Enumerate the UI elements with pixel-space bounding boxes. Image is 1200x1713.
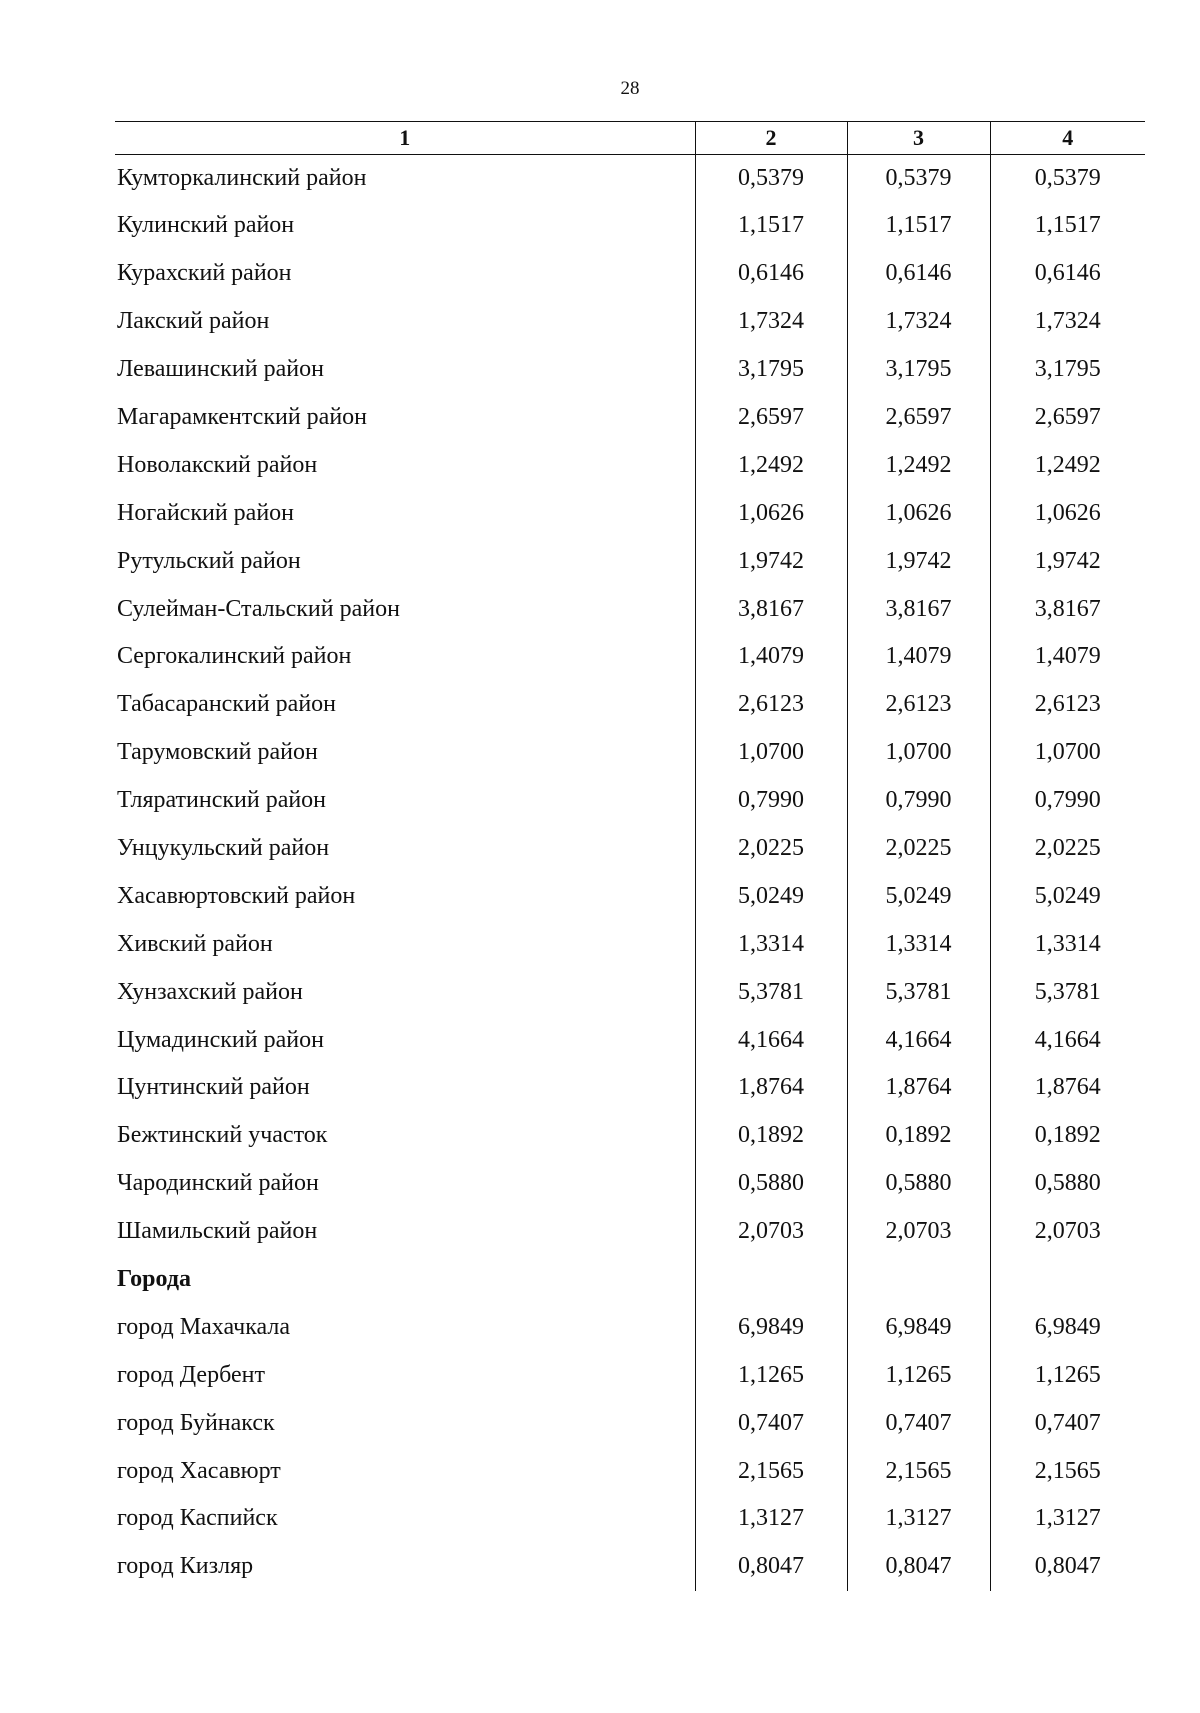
district-name: Табасаранский район	[115, 681, 695, 729]
value-col-4: 0,8047	[1034, 1553, 1101, 1580]
value-col-4: 0,5379	[1034, 165, 1101, 191]
district-name: Сергокалинский район	[115, 633, 695, 681]
value-col-4: 1,7324	[1034, 308, 1101, 335]
table-row	[115, 825, 1145, 873]
value-col-3: 1,7324	[847, 298, 990, 346]
header-col-3: 3	[847, 122, 990, 155]
value-col-2: 0,7407	[695, 1399, 847, 1447]
value-col-3: 0,6146	[847, 250, 990, 298]
coefficient-table-container	[115, 121, 1145, 1591]
value-col-3: 0,1892	[847, 1112, 990, 1160]
district-name: Хунзахский район	[115, 968, 695, 1016]
header-row	[115, 122, 1145, 155]
value-col-2: 1,0626	[695, 489, 847, 537]
section-row	[115, 1256, 1145, 1304]
value-col-3: 1,0626	[847, 489, 990, 537]
district-name: Унцукульский район	[115, 825, 695, 873]
value-col-2: 1,2492	[695, 441, 847, 489]
table-row	[115, 1495, 1145, 1543]
table-row	[115, 920, 1145, 968]
header-col-1: 1	[115, 122, 695, 155]
table-body	[115, 155, 1145, 1591]
table-row	[115, 1303, 1145, 1351]
value-col-3: 1,2492	[847, 441, 990, 489]
value-col-2: 0,5379	[695, 155, 847, 203]
value-col-2	[695, 1256, 847, 1304]
value-col-2: 0,8047	[695, 1543, 847, 1591]
table-row	[115, 1399, 1145, 1447]
value-col-3	[847, 1256, 990, 1304]
value-col-2: 5,0249	[695, 872, 847, 920]
value-col-3: 0,5880	[847, 1160, 990, 1208]
value-col-4: 1,3314	[1034, 930, 1101, 957]
table-row	[115, 298, 1145, 346]
district-name: Курахский район	[115, 250, 695, 298]
value-col-2: 1,3127	[695, 1495, 847, 1543]
value-col-3: 2,6123	[847, 681, 990, 729]
table-row	[115, 968, 1145, 1016]
table-row	[115, 777, 1145, 825]
table-row	[115, 1208, 1145, 1256]
district-name: Лакский район	[115, 298, 695, 346]
district-name: Кулинский район	[115, 202, 695, 250]
header-col-4: 4	[990, 122, 1145, 155]
value-col-3: 6,9849	[847, 1303, 990, 1351]
district-name: Левашинский район	[115, 346, 695, 394]
district-name: Сулейман-Стальский район	[115, 585, 695, 633]
value-col-3: 5,3781	[847, 968, 990, 1016]
district-name: город Кизляр	[115, 1543, 695, 1591]
value-col-3: 0,8047	[847, 1543, 990, 1591]
district-name: город Хасавюрт	[115, 1447, 695, 1495]
table-row	[115, 250, 1145, 298]
value-col-2: 3,8167	[695, 585, 847, 633]
table-row	[115, 1160, 1145, 1208]
value-col-4: 2,1565	[1034, 1457, 1101, 1484]
value-col-4: 1,3127	[1034, 1505, 1101, 1532]
district-name: город Махачкала	[115, 1303, 695, 1351]
table-row	[115, 202, 1145, 250]
value-col-2: 1,4079	[695, 633, 847, 681]
value-col-4: 0,5880	[1034, 1170, 1101, 1197]
value-col-4: 2,6123	[1034, 691, 1101, 718]
table-row	[115, 394, 1145, 442]
value-col-3: 1,0700	[847, 729, 990, 777]
value-col-2: 2,6597	[695, 394, 847, 442]
table-row	[115, 441, 1145, 489]
value-col-2: 2,1565	[695, 1447, 847, 1495]
value-col-2: 1,3314	[695, 920, 847, 968]
district-name: Магарамкентский район	[115, 394, 695, 442]
table-row	[115, 872, 1145, 920]
value-col-2: 2,0225	[695, 825, 847, 873]
district-name: Шамильский район	[115, 1208, 695, 1256]
value-col-2: 5,3781	[695, 968, 847, 1016]
value-col-2: 0,5880	[695, 1160, 847, 1208]
section-title: Города	[115, 1256, 695, 1304]
value-col-2: 2,6123	[695, 681, 847, 729]
district-name: Чародинский район	[115, 1160, 695, 1208]
coefficient-table	[115, 121, 1145, 1591]
value-col-3: 2,6597	[847, 394, 990, 442]
value-col-4: 5,0249	[1034, 882, 1101, 909]
header-col-2: 2	[695, 122, 847, 155]
table-header	[115, 122, 1145, 155]
value-col-3: 4,1664	[847, 1016, 990, 1064]
value-col-4: 2,0225	[1034, 835, 1101, 862]
table-row	[115, 346, 1145, 394]
value-col-3: 2,0703	[847, 1208, 990, 1256]
value-col-2: 1,7324	[695, 298, 847, 346]
table-row	[115, 1064, 1145, 1112]
value-col-4: 0,1892	[1034, 1122, 1101, 1149]
value-col-3: 2,0225	[847, 825, 990, 873]
district-name: Хивский район	[115, 920, 695, 968]
table-row	[115, 489, 1145, 537]
value-col-3: 5,0249	[847, 872, 990, 920]
value-col-4: 4,1664	[1034, 1026, 1101, 1053]
value-col-3: 3,1795	[847, 346, 990, 394]
value-col-4: 0,6146	[1034, 260, 1101, 287]
district-name: Рутульский район	[115, 537, 695, 585]
value-col-4: 6,9849	[1034, 1313, 1101, 1340]
value-col-4: 3,8167	[1034, 595, 1101, 622]
value-col-4: 1,2492	[1034, 451, 1101, 478]
table-row	[115, 1543, 1145, 1591]
value-col-4: 0,7407	[1034, 1409, 1101, 1436]
value-col-4	[990, 1256, 1145, 1304]
district-name: Цумадинский район	[115, 1016, 695, 1064]
value-col-3: 0,5379	[847, 155, 990, 203]
table-row	[115, 585, 1145, 633]
value-col-4: 2,0703	[1034, 1218, 1101, 1245]
value-col-3: 1,9742	[847, 537, 990, 585]
value-col-4: 3,1795	[1034, 356, 1101, 383]
district-name: Тляратинский район	[115, 777, 695, 825]
district-name: город Буйнакск	[115, 1399, 695, 1447]
value-col-4: 1,0626	[1034, 499, 1101, 526]
value-col-2: 1,0700	[695, 729, 847, 777]
value-col-4: 5,3781	[1034, 978, 1101, 1005]
district-name: Ногайский район	[115, 489, 695, 537]
district-name: Хасавюртовский район	[115, 872, 695, 920]
district-name: Кумторкалинский район	[115, 155, 695, 203]
value-col-4: 1,4079	[1034, 643, 1101, 670]
value-col-4: 1,9742	[1034, 547, 1101, 574]
value-col-3: 1,8764	[847, 1064, 990, 1112]
table-row	[115, 155, 1145, 203]
value-col-3: 0,7407	[847, 1399, 990, 1447]
district-name: Бежтинский участок	[115, 1112, 695, 1160]
value-col-4: 1,0700	[1034, 739, 1101, 766]
value-col-2: 4,1664	[695, 1016, 847, 1064]
value-col-2: 0,6146	[695, 250, 847, 298]
district-name: Новолакский район	[115, 441, 695, 489]
table-row	[115, 1016, 1145, 1064]
table-row	[115, 633, 1145, 681]
value-col-4: 1,1517	[1034, 212, 1101, 239]
value-col-2: 6,9849	[695, 1303, 847, 1351]
value-col-4: 2,6597	[1034, 404, 1101, 430]
value-col-2: 2,0703	[695, 1208, 847, 1256]
district-name: Тарумовский район	[115, 729, 695, 777]
value-col-2: 0,1892	[695, 1112, 847, 1160]
value-col-3: 1,3127	[847, 1495, 990, 1543]
value-col-3: 1,1265	[847, 1351, 990, 1399]
table-row	[115, 1447, 1145, 1495]
value-col-3: 0,7990	[847, 777, 990, 825]
value-col-3: 1,1517	[847, 202, 990, 250]
value-col-2: 3,1795	[695, 346, 847, 394]
table-row	[115, 729, 1145, 777]
value-col-3: 1,4079	[847, 633, 990, 681]
district-name: город Каспийск	[115, 1495, 695, 1543]
value-col-3: 3,8167	[847, 585, 990, 633]
value-col-4: 0,7990	[1034, 787, 1101, 814]
value-col-2: 1,1517	[695, 202, 847, 250]
table-row	[115, 537, 1145, 585]
value-col-3: 1,3314	[847, 920, 990, 968]
district-name: город Дербент	[115, 1351, 695, 1399]
table-row	[115, 1351, 1145, 1399]
value-col-4: 1,8764	[1034, 1074, 1101, 1101]
value-col-2: 1,8764	[695, 1064, 847, 1112]
value-col-2: 1,9742	[695, 537, 847, 585]
value-col-2: 0,7990	[695, 777, 847, 825]
value-col-2: 1,1265	[695, 1351, 847, 1399]
value-col-3: 2,1565	[847, 1447, 990, 1495]
table-row	[115, 681, 1145, 729]
value-col-4: 1,1265	[1034, 1361, 1101, 1388]
page-number: 28	[620, 78, 640, 99]
district-name: Цунтинский район	[115, 1064, 695, 1112]
table-row	[115, 1112, 1145, 1160]
